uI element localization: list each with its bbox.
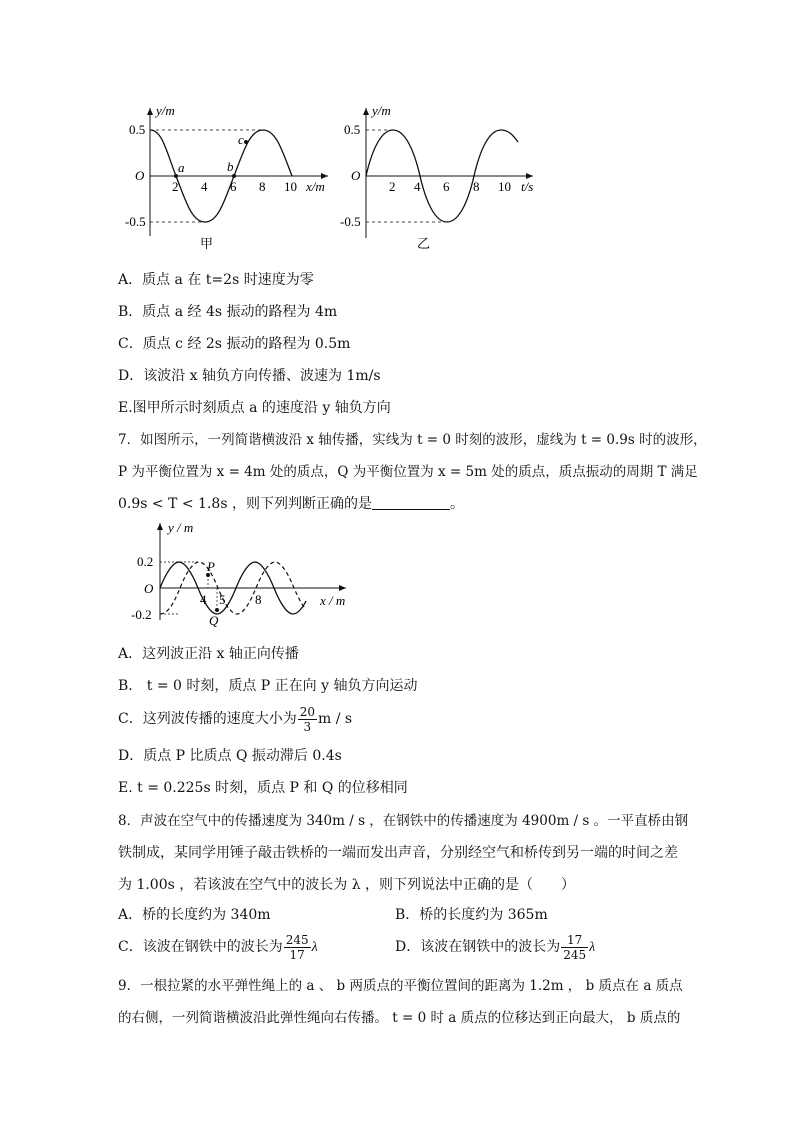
y-neg-label: -0.2 [131, 607, 152, 622]
q7-option-b: B． t = 0 时刻，质点 P 正在向 y 轴负方向运动 [118, 678, 418, 694]
point-b-dot [232, 174, 236, 178]
y-axis-label: y/m [156, 103, 175, 118]
x-tick-2: 2 [172, 179, 179, 194]
t-axis-label: t/s [521, 179, 534, 194]
q9-stem-line2: 的右侧，一列简谐横波沿此弹性绳向右传播。 t = 0 时 a 质点的位移达到正向最大， b 质点的 [118, 1010, 681, 1026]
y-neg-label: -0.5 [125, 214, 146, 229]
point-c-dot [244, 140, 248, 144]
q7-answer-blank [372, 495, 450, 510]
y-neg-label: -0.5 [340, 214, 361, 229]
point-b-label: b [227, 159, 234, 174]
y-axis-label: y/m [372, 103, 391, 118]
origin-label: O [135, 168, 145, 183]
origin-label: O [144, 581, 154, 596]
q8-stem-line1: 8．声波在空气中的传播速度为 340m / s ，在钢铁中的传播速度为 4900m / s 。一平直桥由钢 [118, 813, 689, 829]
q7-option-a: A．这列波正沿 x 轴正向传播 [118, 646, 299, 662]
origin-label: O [351, 168, 361, 183]
y-pos-label: 0.2 [137, 554, 154, 569]
point-c-label: c [238, 132, 244, 147]
t-tick-4: 4 [414, 179, 421, 194]
x-tick-4: 4 [200, 592, 207, 607]
y-axis-arrow [363, 108, 369, 115]
q8-option-d [395, 932, 595, 963]
q6-option-c: C．质点 c 经 2s 振动的路程为 0.5m [118, 336, 351, 352]
q7-wave-figure [128, 515, 358, 627]
x-tick-8: 8 [259, 179, 266, 194]
y-pos-label: 0.5 [129, 122, 146, 137]
q9-stem-line1: 9．一根拉紧的水平弹性绳上的 a 、 b 两质点的平衡位置间的距离为 1.2m ， b 质点在 a 质点 [118, 978, 683, 994]
q7-option-c-denominator: 3 [303, 719, 312, 734]
x-tick-8: 8 [255, 592, 262, 607]
q7-stem-line3 [118, 494, 464, 514]
q7-option-c-text: C．这列波传播的速度大小为 [118, 711, 297, 727]
t-tick-2: 2 [389, 179, 396, 194]
point-a-label: a [178, 160, 185, 175]
y-pos-label: 0.5 [344, 122, 361, 137]
point-q-dot [215, 608, 219, 612]
figure-jia-wave-graph [118, 98, 340, 253]
q7-stem-line2: P 为平衡位置为 x = 4m 处的质点，Q 为平衡位置为 x = 5m 处的质点，质点振动的周期 T 满足 [118, 464, 698, 480]
x-tick-4: 4 [201, 179, 208, 194]
q8-option-d-text: D．该波在钢铁中的波长为 [395, 939, 561, 955]
q6-option-a: A．质点 a 在 t=2s 时速度为零 [118, 272, 314, 288]
q8-stem-line3: 为 1.00s ，若该波在空气中的波长为 λ ，则下列说法中正确的是（ ） [118, 877, 576, 893]
q8-option-d-denominator: 245 [563, 947, 587, 962]
q8-option-d-lambda: λ [589, 940, 596, 955]
t-tick-10: 10 [498, 179, 511, 194]
q6-option-b: B．质点 a 经 4s 振动的路程为 4m [118, 304, 338, 320]
q8-option-c [118, 932, 318, 963]
x-axis-arrow [339, 585, 346, 591]
q7-option-c [118, 704, 352, 734]
q8-option-c-fraction [284, 933, 311, 962]
q7-stem-line3-end: 。 [449, 496, 464, 512]
point-p-label: P [207, 559, 215, 574]
y-axis-arrow [147, 108, 153, 115]
q7-option-e: E. t = 0.225s 时刻，质点 P 和 Q 的位移相同 [118, 780, 408, 796]
t-tick-8: 8 [473, 179, 480, 194]
q8-option-a: A．桥的长度约为 340m [118, 907, 271, 923]
figure-yi-vibration-graph [335, 98, 555, 253]
x-tick-6: 6 [230, 179, 237, 194]
point-q-label: Q [209, 613, 219, 627]
q8-option-c-denominator: 17 [289, 947, 305, 962]
t-tick-6: 6 [443, 179, 450, 194]
x-axis-label: x / m [320, 593, 346, 608]
caption-jia: 甲 [200, 236, 214, 251]
x-axis-label: x/m [306, 179, 325, 194]
q7-stem-line3-text: 0.9s < T < 1.8s ，则下列判断正确的是 [118, 496, 372, 512]
caption-yi: 乙 [417, 236, 431, 251]
q7-option-c-fraction [298, 705, 317, 734]
q7-stem-line1: 7．如图所示，一列简谐横波沿 x 轴传播，实线为 t = 0 时刻的波形，虚线为 t = 0.9s 时的波形， [118, 432, 707, 448]
q8-option-b: B．桥的长度约为 365m [395, 907, 548, 923]
q6-option-d: D．该波沿 x 轴负方向传播、波速为 1m/s [118, 368, 381, 384]
q7-option-c-unit: m / s [318, 711, 353, 727]
q6-option-e: E.图甲所示时刻质点 a 的速度沿 y 轴负方向 [118, 400, 391, 416]
q8-option-c-numerator: 245 [285, 932, 309, 947]
y-axis-arrow [157, 523, 163, 530]
y-axis-label: y / m [168, 520, 194, 535]
q8-option-d-numerator: 17 [561, 933, 588, 948]
q7-option-c-numerator: 20 [299, 704, 315, 719]
x-tick-10: 10 [284, 179, 297, 194]
q8-option-c-text: C．该波在钢铁中的波长为 [118, 939, 283, 955]
q8-option-c-lambda: λ [311, 940, 318, 955]
q7-option-d: D．质点 P 比质点 Q 振动滞后 0.4s [118, 748, 342, 764]
q8-option-d-fraction [561, 933, 588, 962]
q8-stem-line2: 铁制成，某同学用锤子敲击铁桥的一端而发出声音，分别经空气和桥传到另一端的时间之差 [118, 845, 678, 861]
x-tick-5: 5 [219, 592, 226, 607]
